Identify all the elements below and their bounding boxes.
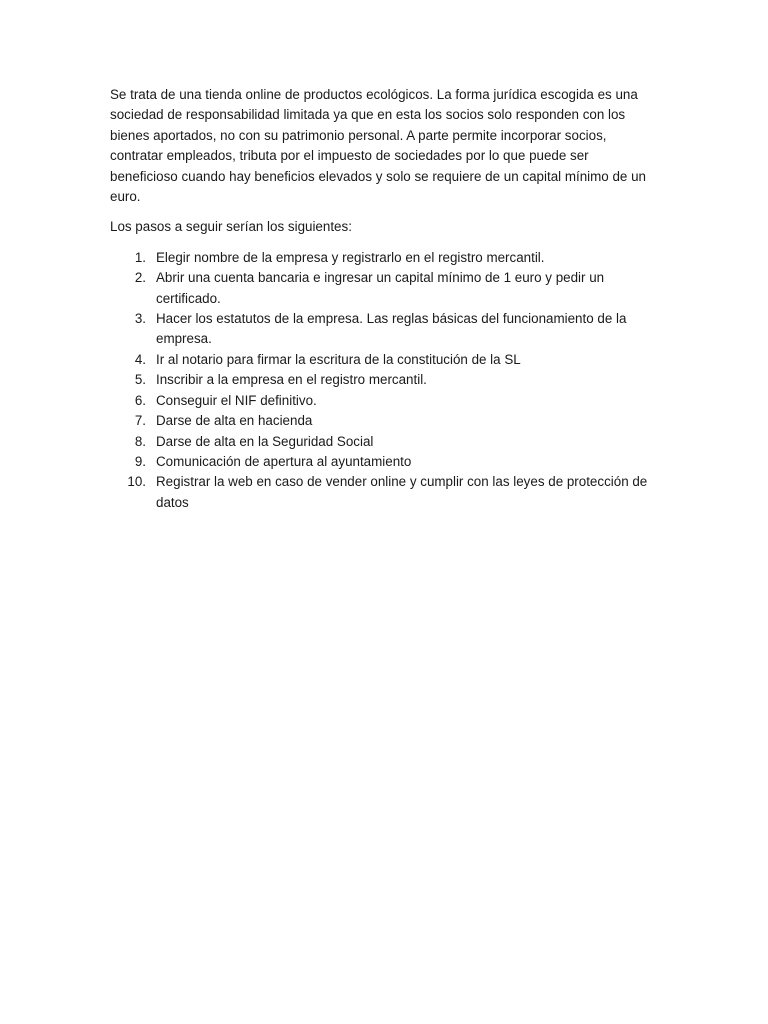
list-item-text: Abrir una cuenta bancaria e ingresar un capital mínimo de 1 euro y pedir un certificado.	[156, 270, 605, 306]
list-item	[110, 391, 660, 411]
list-item-text: Darse de alta en hacienda	[156, 413, 313, 429]
list-item-number: 2.	[134, 270, 146, 286]
list-item	[110, 370, 660, 390]
list-item-number: 4.	[134, 351, 146, 367]
list-item-text: Inscribir a la empresa en el registro mercantil.	[156, 372, 427, 388]
list-item-number: 3.	[134, 311, 146, 327]
list-item-number: 5.	[134, 372, 146, 388]
list-item-text: Darse de alta en la Seguridad Social	[156, 433, 374, 449]
list-item-text: Elegir nombre de la empresa y registrarlo en el registro mercantil.	[156, 249, 545, 265]
list-item-number: 10.	[127, 474, 146, 490]
list-item	[110, 248, 660, 268]
list-item-text: Ir al notario para firmar la escritura de la constitución de la SL	[156, 351, 521, 367]
list-item	[110, 432, 660, 452]
intro-paragraph: Se trata de una tienda online de productos ecológicos. La forma jurídica escogida es una sociedad de responsabilidad limitada ya que en esta los socios solo responden con los bienes aportados, no con su patrimonio personal. A parte permite incorporar socios, contratar empleados, tributa por el impuesto de sociedades por lo que puede ser beneficioso cuando hay beneficios elevados y solo se requiere de un capital mínimo de un euro.	[110, 87, 646, 205]
list-item-text: Registrar la web en caso de vender online y cumplir con las leyes de protección de datos	[156, 474, 648, 510]
list-item-text: Hacer los estatutos de la empresa. Las reglas básicas del funcionamiento de la empresa.	[156, 311, 627, 347]
list-item-number: 6.	[134, 392, 146, 408]
list-item	[110, 452, 660, 472]
document-page	[110, 85, 660, 513]
list-item	[110, 309, 660, 350]
steps-intro: Los pasos a seguir serían los siguientes:	[110, 219, 352, 235]
list-item-number: 7.	[134, 413, 146, 429]
list-item	[110, 411, 660, 431]
steps-list	[110, 248, 660, 513]
list-item-text: Comunicación de apertura al ayuntamiento	[156, 453, 412, 469]
list-item-text: Conseguir el NIF definitivo.	[156, 392, 317, 408]
list-item	[110, 350, 660, 370]
list-item	[110, 472, 660, 513]
list-item	[110, 268, 660, 309]
list-item-number: 9.	[134, 453, 146, 469]
list-item-number: 8.	[134, 433, 146, 449]
list-item-number: 1.	[134, 249, 146, 265]
